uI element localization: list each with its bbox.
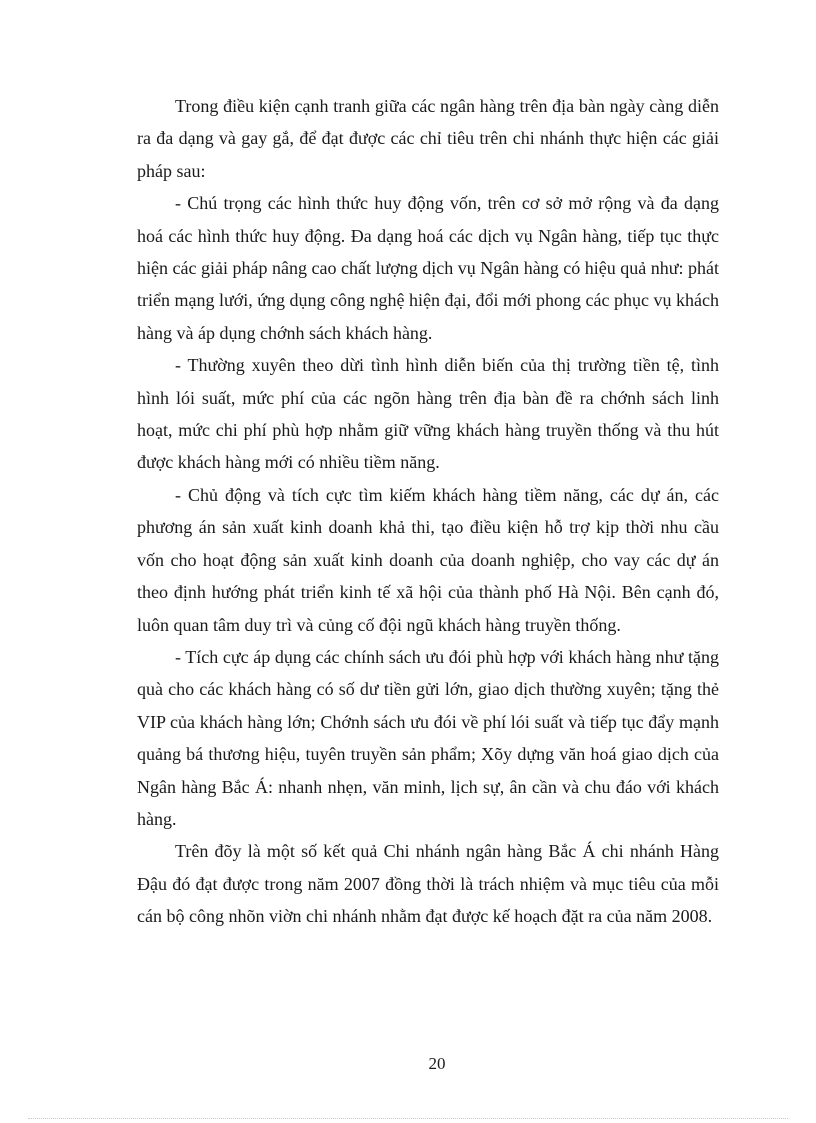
page-body — [137, 90, 719, 933]
page-number: 20 — [428, 1054, 446, 1073]
paragraph-conclusion: Trên đõy là một số kết quả Chi nhánh ngân hàng Bắc Á chi nhánh Hàng Đậu đó đạt được trong năm 2007 đồng thời là trách nhiệm và mục tiêu của mỗi cán bộ công nhõn viờn chi nhánh nhằm đạt được kế hoạch đặt ra của năm 2008. — [137, 841, 719, 927]
paragraph-incentive-policy: - Tích cực áp dụng các chính sách ưu đói phù hợp với khách hàng như tặng quà cho các khách hàng có số dư tiền gửi lớn, giao dịch thường xuyên; tặng thẻ VIP của khách hàng lớn; Chớnh sách ưu đói về phí lói suất và tiếp tục đẩy mạnh quảng bá thương hiệu, tuyên truyền sản phẩm; Xõy dựng văn hoá giao dịch của Ngân hàng Bắc Á: nhanh nhẹn, văn minh, lịch sự, ân cần và chu đáo với khách hàng. — [137, 646, 719, 829]
paragraph-capital-mobilization: - Chú trọng các hình thức huy động vốn, trên cơ sở mở rộng và đa dạng hoá các hình thức huy động. Đa dạng hoá các dịch vụ Ngân hàng, tiếp tục thực hiện các giải pháp nâng cao chất lượng dịch vụ Ngân hàng có hiệu quả như: phát triển mạng lưới, ứng dụng công nghệ hiện đại, đổi mới phong các phục vụ khách hàng và áp dụng chớnh sách khách hàng. — [137, 193, 719, 343]
paragraph-customer-search: - Chủ động và tích cực tìm kiếm khách hàng tiềm năng, các dự án, các phương án sản xuất kinh doanh khả thi, tạo điều kiện hỗ trợ kịp thời nhu cầu vốn cho hoạt động sản xuất kinh doanh của doanh nghiệp, cho vay các dự án theo định hướng phát triển kinh tế xã hội của thành phố Hà Nội. Bên cạnh đó, luôn quan tâm duy trì và củng cố đội ngũ khách hàng truyền thống. — [137, 484, 719, 635]
paragraph-market-monitoring: - Thường xuyên theo dừi tình hình diễn biến của thị trường tiền tệ, tình hình lói suất, mức phí của các ngõn hàng trên địa bàn đề ra chớnh sách linh hoạt, mức chi phí phù hợp nhằm giữ vững khách hàng truyền thống và thu hút được khách hàng mới có nhiều tiềm năng. — [137, 355, 719, 473]
footer-divider — [28, 1118, 788, 1119]
paragraph-intro: Trong điều kiện cạnh tranh giữa các ngân hàng trên địa bàn ngày càng diễn ra đa dạng và gay gắ, để đạt được các chỉ tiêu trên chi nhánh thực hiện các giải pháp sau: — [137, 96, 719, 181]
